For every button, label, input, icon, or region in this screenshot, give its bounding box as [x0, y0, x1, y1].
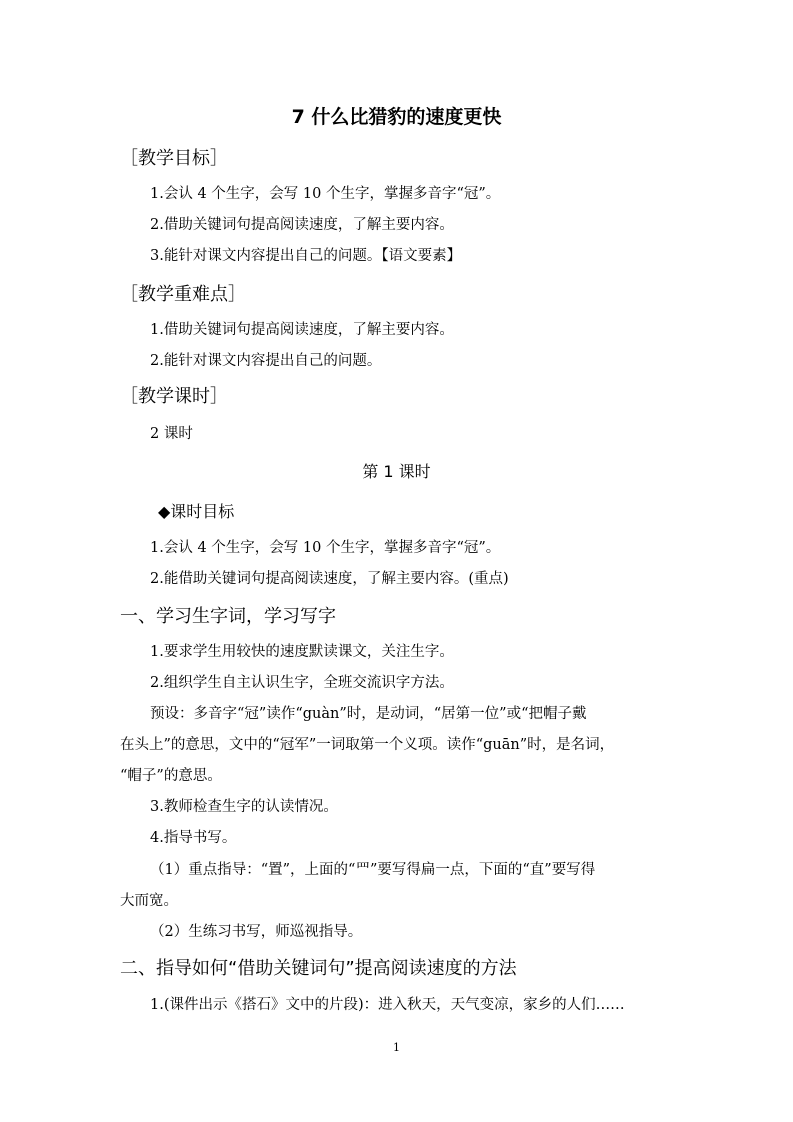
goal-item-1: 1.会认 4 个生字，会写 10 个生字，掌握多音字“冠”。	[150, 186, 501, 202]
section-1-heading: 一、学习生字词，学习写字	[120, 606, 336, 627]
section-1-item-2: 2.组织学生自主认识生字，全班交流识字方法。	[150, 675, 454, 691]
lesson-title: 7 什么比猎豹的速度更快	[291, 106, 502, 128]
sub-item-1-line-1: （1）重点指导：“置”，上面的“罒”要写得扁一点，下面的“直”要写得	[150, 862, 596, 878]
section-1-item-1: 1.要求学生用较快的速度默读课文，关注生字。	[150, 644, 454, 660]
section-1-item-3: 3.教师检查生字的认读情况。	[150, 799, 338, 815]
lesson-goal-2: 2.能借助关键词句提高阅读速度，了解主要内容。(重点)	[150, 571, 509, 587]
key-points-heading: ［教学重难点］	[120, 284, 246, 305]
page-number: 1	[393, 1041, 400, 1054]
goals-heading: ［教学目标］	[120, 148, 228, 169]
section-2-item-1: 1.(课件出示《搭石》文中的片段)：进入秋天，天气变凉，家乡的人们……	[150, 997, 625, 1013]
key-point-2: 2.能针对课文内容提出自己的问题。	[150, 353, 382, 369]
goal-item-2: 2.借助关键词句提高阅读速度，了解主要内容。	[150, 217, 454, 233]
preset-line-3: “帽子”的意思。	[120, 768, 222, 784]
preset-line-2: 在头上”的意思，文中的“冠军”一词取第一个义项。读作“guān”时，是名词，	[120, 737, 615, 753]
goal-item-3: 3.能针对课文内容提出自己的问题。【语文要素】	[150, 248, 462, 264]
key-point-1: 1.借助关键词句提高阅读速度，了解主要内容。	[150, 322, 454, 338]
section-2-heading: 二、指导如何“借助关键词句”提高阅读速度的方法	[120, 958, 517, 979]
lesson-1-title: 第 1 课时	[362, 462, 431, 481]
lesson-goal-heading: ◆课时目标	[158, 502, 235, 521]
sub-item-1-line-2: 大而宽。	[120, 893, 178, 909]
sub-item-2: （2）生练习书写，师巡视指导。	[150, 924, 363, 940]
hours-value: 2 课时	[150, 426, 193, 442]
hours-heading: ［教学课时］	[120, 386, 228, 407]
preset-line-1: 预设：多音字“冠”读作“guàn”时，是动词，“居第一位”或“把帽子戴	[150, 706, 587, 722]
lesson-goal-1: 1.会认 4 个生字，会写 10 个生字，掌握多音字“冠”。	[150, 540, 501, 556]
section-1-item-4: 4.指导书写。	[150, 830, 237, 846]
